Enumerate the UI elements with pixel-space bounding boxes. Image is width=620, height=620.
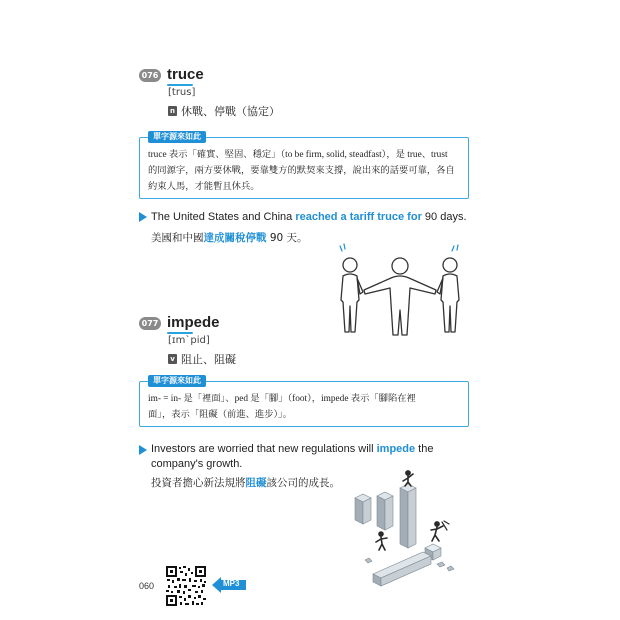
definition: 阻止、阻礙 — [181, 353, 236, 366]
translation-highlight: 阻礙 — [245, 477, 267, 489]
etymology-label: 單字源來如此 — [148, 375, 206, 387]
etymology-box — [139, 132, 469, 199]
phonetic: [trus] — [168, 87, 196, 98]
mp3-label: MP3 — [223, 579, 240, 588]
translation-text: 90 天。 — [266, 232, 308, 244]
example-sentence — [151, 210, 467, 225]
part-of-speech-badge: v — [168, 354, 177, 364]
page-number: 060 — [139, 581, 155, 591]
etymology-label: 單字源來如此 — [148, 131, 206, 143]
translation-text: 投資者擔心新法規將 — [151, 477, 246, 489]
sentence-arrow-icon — [139, 445, 147, 455]
etymology-line: 的同源字，兩方要休戰，要靠雙方的默契來支撐，說出來的話要可靠，各自 — [148, 166, 455, 176]
phonetic: [ɪmˋpid] — [168, 335, 210, 346]
mp3-button[interactable] — [212, 577, 246, 593]
sentence-arrow-icon — [139, 212, 147, 222]
sentence-text: The United States and China — [151, 211, 296, 223]
headword: impede — [167, 314, 220, 331]
etymology-line: 面」，表示「阻礙（前進、進步）」。 — [148, 410, 293, 420]
translation-text: 該公司的成長。 — [266, 477, 340, 489]
translation-text: 美國和中國 — [151, 232, 204, 244]
sentence-highlight: reached a tariff truce for — [295, 211, 422, 223]
headword: truce — [167, 66, 204, 83]
etymology-text — [148, 391, 464, 423]
sentence-translation — [151, 230, 308, 245]
qr-code-icon[interactable] — [165, 565, 207, 607]
sentence-line: company's growth. — [151, 458, 243, 470]
sentence-text: the — [415, 443, 434, 455]
headword-underline — [167, 84, 193, 86]
impede-illustration — [345, 468, 475, 593]
etymology-text — [148, 147, 464, 195]
translation-highlight: 達成關稅停戰 — [203, 232, 267, 244]
truce-illustration — [330, 240, 470, 340]
sentence-line — [151, 442, 469, 457]
entry-number-badge: 077 — [139, 317, 161, 330]
sentence-text: Investors are worried that new regulations will — [151, 443, 377, 455]
part-of-speech-badge: n — [168, 106, 177, 116]
etymology-line: im- = in- 是「裡面」、ped 是「腳」（foot），impede 表示「腳陷在裡 — [148, 394, 416, 404]
sentence-highlight: impede — [376, 443, 416, 455]
etymology-box — [139, 376, 469, 427]
sentence-translation — [151, 475, 340, 490]
etymology-line: truce 表示「確實、堅固、穩定」（to be firm, solid, steadfast），是 true、trust — [148, 150, 448, 160]
etymology-line: 約束人馬，才能暫且休兵。 — [148, 182, 260, 192]
headword-underline — [167, 332, 193, 334]
definition: 休戰、停戰（協定） — [181, 105, 280, 118]
entry-number-badge: 076 — [139, 69, 161, 82]
sentence-text: 90 days. — [421, 211, 467, 223]
